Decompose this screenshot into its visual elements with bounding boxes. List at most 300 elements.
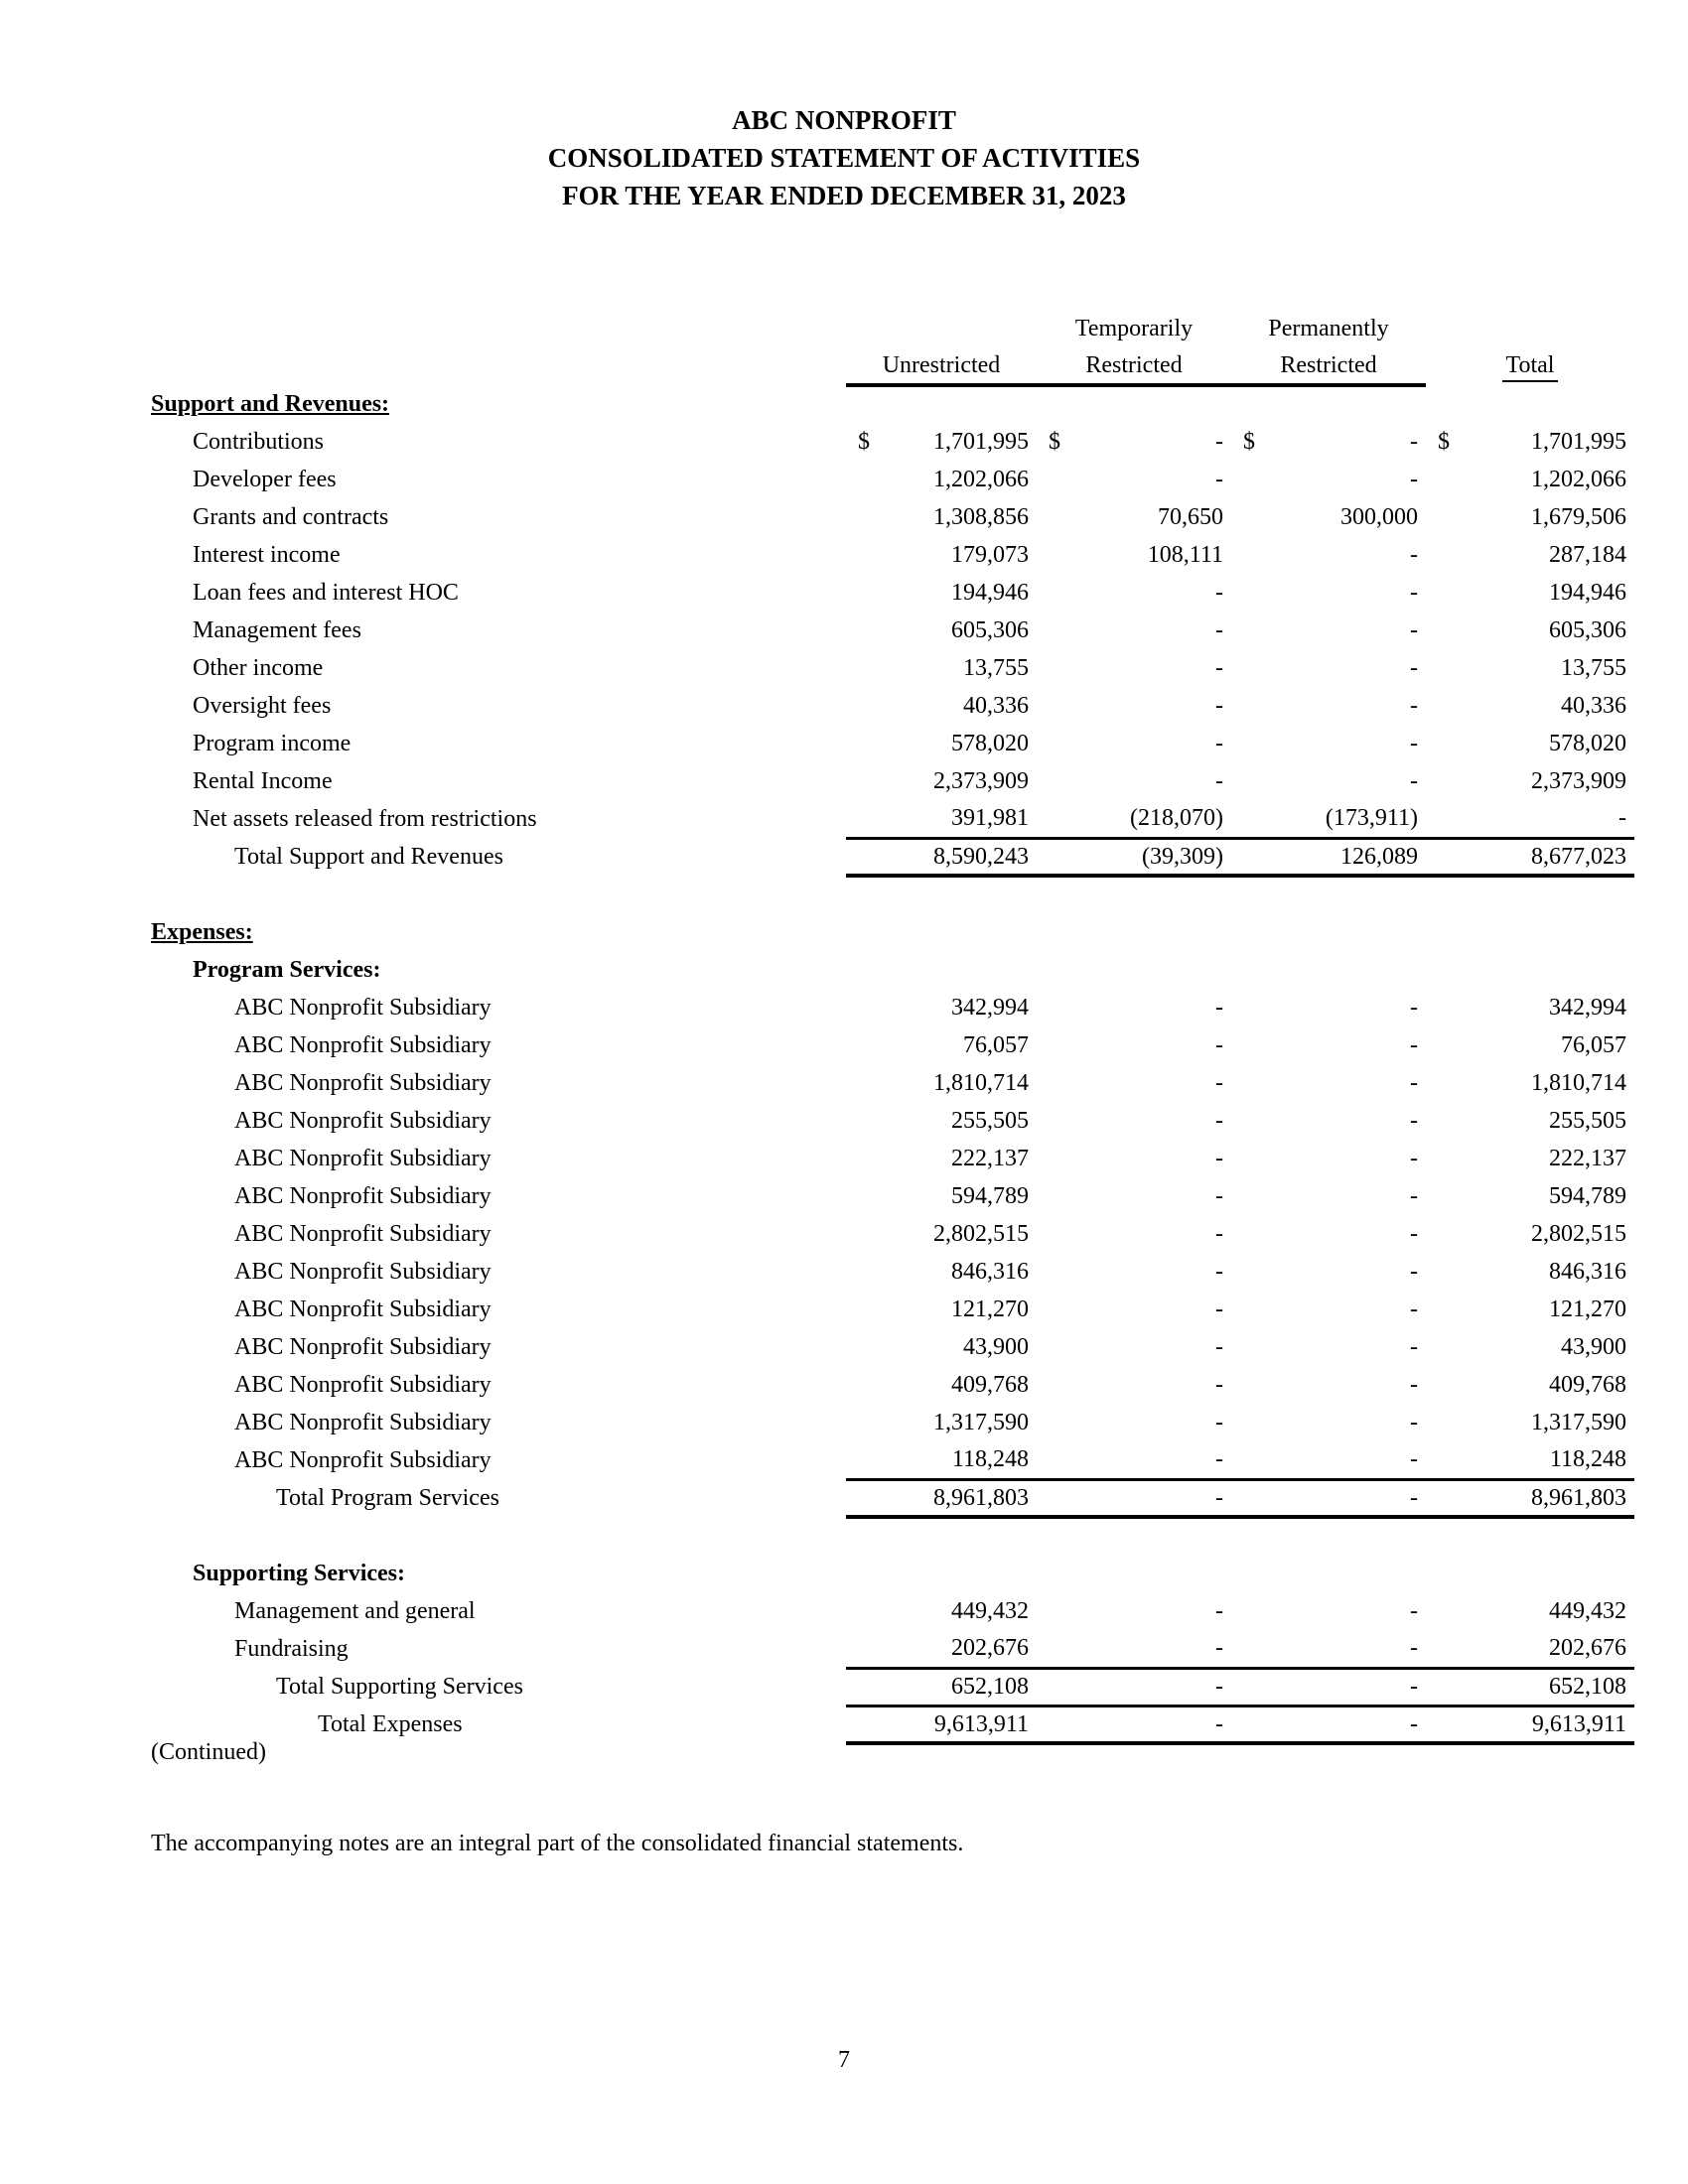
value-cell xyxy=(846,989,1037,1026)
statement-body xyxy=(151,385,1634,1743)
table-row xyxy=(151,838,1634,876)
row-label: Rental Income xyxy=(193,768,333,794)
value-cell xyxy=(1037,1026,1231,1064)
value-cell xyxy=(846,649,1037,687)
value-cell xyxy=(1426,649,1634,687)
cell-value: - xyxy=(1215,1410,1223,1435)
cell-value: 194,946 xyxy=(951,580,1029,606)
value-cell xyxy=(846,1366,1037,1404)
header-unrestricted: Unrestricted xyxy=(846,347,1037,385)
value-cell xyxy=(1037,762,1231,800)
cell-value: (218,070) xyxy=(1130,805,1223,832)
value-cell xyxy=(846,423,1037,461)
cell-value: 846,316 xyxy=(951,1259,1029,1285)
section-row xyxy=(151,951,1634,989)
cell-value: 222,137 xyxy=(1549,1146,1626,1171)
value-cell xyxy=(1231,1441,1426,1479)
row-label-cell xyxy=(151,649,846,687)
org-name: ABC NONPROFIT xyxy=(732,105,956,135)
cell-value: 578,020 xyxy=(951,731,1029,756)
row-label: ABC Nonprofit Subsidiary xyxy=(234,1221,492,1247)
cell-value: 194,946 xyxy=(1549,580,1626,606)
table-row xyxy=(151,725,1634,762)
cell-value: - xyxy=(1215,1710,1223,1737)
value-cell xyxy=(846,461,1037,498)
value-cell xyxy=(846,725,1037,762)
row-label-cell xyxy=(151,1592,846,1630)
value-cell xyxy=(1426,800,1634,838)
value-cell xyxy=(1426,1555,1634,1592)
value-cell xyxy=(1037,574,1231,612)
value-cell xyxy=(1037,1404,1231,1441)
cell-value: - xyxy=(1618,805,1626,832)
row-label: ABC Nonprofit Subsidiary xyxy=(234,1297,492,1322)
value-cell xyxy=(1426,989,1634,1026)
table-row xyxy=(151,1441,1634,1479)
value-cell xyxy=(1426,1328,1634,1366)
cell-value: - xyxy=(1215,1484,1223,1511)
dollar-sign: $ xyxy=(1049,429,1060,455)
value-cell xyxy=(1426,913,1634,951)
row-label-cell xyxy=(151,1366,846,1404)
row-label: Contributions xyxy=(193,429,325,455)
cell-value: 652,108 xyxy=(1549,1674,1626,1700)
row-label: Support and Revenues: xyxy=(151,391,390,417)
column-header-row-1 xyxy=(151,310,1634,347)
value-cell xyxy=(1426,1706,1634,1743)
table-row xyxy=(151,1102,1634,1140)
cell-value: 108,111 xyxy=(1147,542,1223,568)
header-temporarily: Temporarily xyxy=(1074,316,1194,341)
value-cell xyxy=(1037,1366,1231,1404)
cell-value: - xyxy=(1410,1146,1418,1171)
row-label: ABC Nonprofit Subsidiary xyxy=(234,1070,492,1096)
value-cell xyxy=(1231,536,1426,574)
value-cell xyxy=(1426,1215,1634,1253)
value-cell xyxy=(1037,687,1231,725)
cell-value: 202,676 xyxy=(951,1635,1029,1662)
row-label: Program Services: xyxy=(193,957,381,983)
value-cell xyxy=(846,1026,1037,1064)
statement-header xyxy=(151,310,1634,385)
row-label-cell xyxy=(151,461,846,498)
row-label-cell xyxy=(151,989,846,1026)
value-cell xyxy=(1231,838,1426,876)
value-cell xyxy=(1426,423,1634,461)
cell-value: - xyxy=(1410,1221,1418,1247)
cell-value: - xyxy=(1215,1297,1223,1322)
statement-table xyxy=(151,310,1634,1745)
header-temp-restricted: Restricted xyxy=(1037,347,1231,385)
cell-value: 70,650 xyxy=(1158,504,1223,530)
cell-value: - xyxy=(1215,1108,1223,1134)
table-row xyxy=(151,574,1634,612)
value-cell xyxy=(1231,1366,1426,1404)
row-label-cell xyxy=(151,612,846,649)
row-label-cell xyxy=(151,536,846,574)
statement-container xyxy=(151,310,1634,1745)
row-label-cell xyxy=(151,1064,846,1102)
value-cell xyxy=(1037,649,1231,687)
statement-title: CONSOLIDATED STATEMENT OF ACTIVITIES xyxy=(547,143,1141,173)
cell-value: 118,248 xyxy=(1549,1446,1626,1473)
row-label-cell xyxy=(151,423,846,461)
header-total-top xyxy=(1426,310,1634,347)
table-row xyxy=(151,498,1634,536)
row-label: ABC Nonprofit Subsidiary xyxy=(234,1108,492,1134)
value-cell xyxy=(846,762,1037,800)
cell-value: 1,679,506 xyxy=(1531,504,1626,530)
value-cell xyxy=(1231,1328,1426,1366)
value-cell xyxy=(1231,461,1426,498)
cell-value: 1,701,995 xyxy=(1531,429,1626,455)
cell-value: 43,900 xyxy=(1561,1334,1626,1360)
table-row xyxy=(151,1668,1634,1706)
cell-value: - xyxy=(1410,768,1418,794)
value-cell xyxy=(1037,1253,1231,1291)
cell-value: 40,336 xyxy=(1561,693,1626,719)
row-label-cell xyxy=(151,1668,846,1706)
dollar-sign: $ xyxy=(1438,429,1450,455)
value-cell xyxy=(1231,1291,1426,1328)
cell-value: - xyxy=(1410,1446,1418,1473)
value-cell xyxy=(1037,498,1231,536)
value-cell xyxy=(1037,461,1231,498)
cell-value: 605,306 xyxy=(951,617,1029,643)
value-cell xyxy=(1231,1064,1426,1102)
row-label: Total Support and Revenues xyxy=(234,844,503,870)
cell-value: 652,108 xyxy=(951,1674,1029,1700)
value-cell xyxy=(846,1592,1037,1630)
table-row xyxy=(151,1026,1634,1064)
value-cell xyxy=(846,1706,1037,1743)
cell-value: 1,202,066 xyxy=(933,467,1029,492)
row-label-cell xyxy=(151,574,846,612)
row-label: ABC Nonprofit Subsidiary xyxy=(234,1334,492,1360)
value-cell xyxy=(1037,1215,1231,1253)
value-cell xyxy=(1231,725,1426,762)
row-label-cell xyxy=(151,1177,846,1215)
value-cell xyxy=(1426,1668,1634,1706)
row-label: Loan fees and interest HOC xyxy=(193,580,459,606)
cell-value: - xyxy=(1410,995,1418,1021)
cell-value: 449,432 xyxy=(1549,1598,1626,1624)
cell-value: 1,317,590 xyxy=(1531,1410,1626,1435)
row-label-cell xyxy=(151,385,846,423)
row-label-cell xyxy=(151,1102,846,1140)
cell-value: - xyxy=(1215,429,1223,455)
cell-value: 342,994 xyxy=(951,995,1029,1021)
value-cell xyxy=(1037,1140,1231,1177)
value-cell xyxy=(1426,1291,1634,1328)
cell-value: - xyxy=(1410,655,1418,681)
value-cell xyxy=(846,1215,1037,1253)
cell-value: (39,309) xyxy=(1142,843,1223,870)
value-cell xyxy=(1231,498,1426,536)
row-label: Fundraising xyxy=(234,1636,349,1662)
cell-value: 40,336 xyxy=(963,693,1029,719)
row-label-cell xyxy=(151,838,846,876)
row-label-cell xyxy=(151,1291,846,1328)
value-cell xyxy=(1231,1253,1426,1291)
value-cell xyxy=(1231,1592,1426,1630)
cell-value: - xyxy=(1410,1635,1418,1662)
table-row xyxy=(151,989,1634,1026)
row-label: Management and general xyxy=(234,1598,476,1624)
cell-value: 126,089 xyxy=(1340,843,1418,870)
header-total-label: Total xyxy=(1502,351,1559,382)
table-row xyxy=(151,800,1634,838)
value-cell xyxy=(1426,762,1634,800)
cell-value: 13,755 xyxy=(1561,655,1626,681)
value-cell xyxy=(1426,1366,1634,1404)
value-cell xyxy=(846,1479,1037,1517)
cell-value: - xyxy=(1410,1410,1418,1435)
cell-value: 1,810,714 xyxy=(933,1070,1029,1096)
value-cell xyxy=(846,838,1037,876)
value-cell xyxy=(1037,1706,1231,1743)
section-row xyxy=(151,913,1634,951)
table-row xyxy=(151,1706,1634,1743)
table-row xyxy=(151,1404,1634,1441)
table-row xyxy=(151,1215,1634,1253)
cell-value: 2,802,515 xyxy=(933,1221,1029,1247)
value-cell xyxy=(1426,951,1634,989)
cell-value: - xyxy=(1410,1032,1418,1058)
cell-value: - xyxy=(1215,1635,1223,1662)
value-cell xyxy=(846,536,1037,574)
header-unrestricted-top xyxy=(846,310,1037,347)
value-cell xyxy=(1231,1140,1426,1177)
cell-value: 43,900 xyxy=(963,1334,1029,1360)
cell-value: - xyxy=(1215,467,1223,492)
row-label-cell xyxy=(151,1706,846,1743)
cell-value: - xyxy=(1215,995,1223,1021)
value-cell xyxy=(1231,1026,1426,1064)
table-row xyxy=(151,1592,1634,1630)
row-label-cell xyxy=(151,725,846,762)
cell-value: 9,613,911 xyxy=(1531,1710,1626,1737)
value-cell xyxy=(1426,725,1634,762)
row-label: Net assets released from restrictions xyxy=(193,806,537,832)
cell-value: 605,306 xyxy=(1549,617,1626,643)
cell-value: 118,248 xyxy=(951,1446,1029,1473)
value-cell xyxy=(1426,1026,1634,1064)
cell-value: - xyxy=(1410,731,1418,756)
value-cell xyxy=(846,1177,1037,1215)
row-label-cell xyxy=(151,1555,846,1592)
cell-value: - xyxy=(1410,1070,1418,1096)
table-row xyxy=(151,1479,1634,1517)
row-label-cell xyxy=(151,1441,846,1479)
value-cell xyxy=(1037,838,1231,876)
cell-value: 8,961,803 xyxy=(933,1484,1029,1511)
value-cell xyxy=(1426,612,1634,649)
value-cell xyxy=(1037,800,1231,838)
value-cell xyxy=(1426,461,1634,498)
value-cell xyxy=(846,1140,1037,1177)
table-row xyxy=(151,649,1634,687)
value-cell xyxy=(1037,913,1231,951)
header-permanently: Permanently xyxy=(1268,316,1389,341)
value-cell xyxy=(1426,1140,1634,1177)
value-cell xyxy=(1231,385,1426,423)
table-row xyxy=(151,1064,1634,1102)
value-cell xyxy=(846,687,1037,725)
cell-value: 1,317,590 xyxy=(933,1410,1029,1435)
value-cell xyxy=(1426,1177,1634,1215)
row-label: ABC Nonprofit Subsidiary xyxy=(234,1032,492,1058)
value-cell xyxy=(1231,1630,1426,1668)
table-row xyxy=(151,1177,1634,1215)
cell-value: - xyxy=(1215,1446,1223,1473)
value-cell xyxy=(846,1253,1037,1291)
value-cell xyxy=(1426,1630,1634,1668)
table-row xyxy=(151,687,1634,725)
cell-value: - xyxy=(1215,1146,1223,1171)
spacer-cell xyxy=(151,1517,1634,1555)
cell-value: 121,270 xyxy=(951,1297,1029,1322)
cell-value: - xyxy=(1215,1070,1223,1096)
value-cell xyxy=(1037,385,1231,423)
cell-value: - xyxy=(1215,1598,1223,1624)
value-cell xyxy=(1037,1102,1231,1140)
value-cell xyxy=(1231,649,1426,687)
value-cell xyxy=(1231,989,1426,1026)
cell-value: 409,768 xyxy=(951,1372,1029,1398)
cell-value: - xyxy=(1410,1710,1418,1737)
row-label: ABC Nonprofit Subsidiary xyxy=(234,1146,492,1171)
accompanying-notes: The accompanying notes are an integral part of the consolidated financial statements. xyxy=(151,1831,964,1856)
cell-value: - xyxy=(1215,1674,1223,1700)
value-cell xyxy=(1426,1404,1634,1441)
cell-value: 255,505 xyxy=(951,1108,1029,1134)
row-label-cell xyxy=(151,762,846,800)
row-label-cell xyxy=(151,687,846,725)
row-label: Total Expenses xyxy=(318,1711,463,1737)
cell-value: - xyxy=(1410,1297,1418,1322)
table-row xyxy=(151,1291,1634,1328)
row-label: Program income xyxy=(193,731,352,756)
table-row xyxy=(151,1253,1634,1291)
value-cell xyxy=(1037,1177,1231,1215)
row-label: Oversight fees xyxy=(193,693,332,719)
cell-value: 594,789 xyxy=(1549,1183,1626,1209)
row-label-cell xyxy=(151,800,846,838)
value-cell xyxy=(1037,725,1231,762)
row-label: Developer fees xyxy=(193,467,337,492)
cell-value: 8,677,023 xyxy=(1531,843,1626,870)
cell-value: 2,802,515 xyxy=(1531,1221,1626,1247)
value-cell xyxy=(1231,1479,1426,1517)
value-cell xyxy=(1426,838,1634,876)
cell-value: - xyxy=(1215,768,1223,794)
cell-value: 300,000 xyxy=(1340,504,1418,530)
cell-value: - xyxy=(1410,1334,1418,1360)
value-cell xyxy=(1231,574,1426,612)
dollar-sign: $ xyxy=(1243,429,1255,455)
cell-value: 2,373,909 xyxy=(933,768,1029,794)
value-cell xyxy=(846,1291,1037,1328)
row-label: Other income xyxy=(193,655,324,681)
cell-value: - xyxy=(1215,617,1223,643)
cell-value: 8,961,803 xyxy=(1531,1484,1626,1511)
value-cell xyxy=(846,385,1037,423)
spacer-row xyxy=(151,1517,1634,1555)
value-cell xyxy=(1426,536,1634,574)
cell-value: 342,994 xyxy=(1549,995,1626,1021)
continued-note: (Continued) xyxy=(151,1739,266,1765)
table-row xyxy=(151,612,1634,649)
value-cell xyxy=(1037,1592,1231,1630)
spacer-cell xyxy=(151,876,1634,913)
period-title: FOR THE YEAR ENDED DECEMBER 31, 2023 xyxy=(562,181,1126,210)
row-label-cell xyxy=(151,1253,846,1291)
cell-value: - xyxy=(1215,1259,1223,1285)
value-cell xyxy=(1231,612,1426,649)
row-label-cell xyxy=(151,951,846,989)
value-cell xyxy=(1037,1479,1231,1517)
document-title-block xyxy=(0,101,1688,214)
row-label: Grants and contracts xyxy=(193,504,389,530)
value-cell xyxy=(1231,762,1426,800)
cell-value: - xyxy=(1215,655,1223,681)
value-cell xyxy=(1426,687,1634,725)
value-cell xyxy=(846,498,1037,536)
row-label: Interest income xyxy=(193,542,341,568)
value-cell xyxy=(846,1064,1037,1102)
row-label: Supporting Services: xyxy=(193,1561,406,1586)
row-label: ABC Nonprofit Subsidiary xyxy=(234,1372,492,1398)
cell-value: 594,789 xyxy=(951,1183,1029,1209)
value-cell xyxy=(1231,951,1426,989)
value-cell xyxy=(846,1404,1037,1441)
row-label-cell xyxy=(151,1479,846,1517)
value-cell xyxy=(1426,498,1634,536)
value-cell xyxy=(1037,423,1231,461)
cell-value: - xyxy=(1215,580,1223,606)
row-label: Total Program Services xyxy=(276,1485,499,1511)
row-label-cell xyxy=(151,1026,846,1064)
cell-value: 391,981 xyxy=(951,805,1029,832)
cell-value: 76,057 xyxy=(1561,1032,1626,1058)
cell-value: - xyxy=(1410,1674,1418,1700)
cell-value: 2,373,909 xyxy=(1531,768,1626,794)
cell-value: - xyxy=(1410,542,1418,568)
table-row xyxy=(151,423,1634,461)
cell-value: 1,202,066 xyxy=(1531,467,1626,492)
cell-value: 8,590,243 xyxy=(933,843,1029,870)
cell-value: 578,020 xyxy=(1549,731,1626,756)
cell-value: 449,432 xyxy=(951,1598,1029,1624)
row-label: ABC Nonprofit Subsidiary xyxy=(234,995,492,1021)
table-row xyxy=(151,461,1634,498)
value-cell xyxy=(1037,1630,1231,1668)
section-row xyxy=(151,385,1634,423)
cell-value: - xyxy=(1410,467,1418,492)
value-cell xyxy=(846,913,1037,951)
value-cell xyxy=(1426,1479,1634,1517)
value-cell xyxy=(1037,989,1231,1026)
row-label-cell xyxy=(151,1630,846,1668)
value-cell xyxy=(1426,1102,1634,1140)
row-label-cell xyxy=(151,1215,846,1253)
value-cell xyxy=(846,1328,1037,1366)
value-cell xyxy=(1037,1555,1231,1592)
cell-value: - xyxy=(1215,1334,1223,1360)
column-header-row-2 xyxy=(151,347,1634,385)
row-label-cell xyxy=(151,1140,846,1177)
